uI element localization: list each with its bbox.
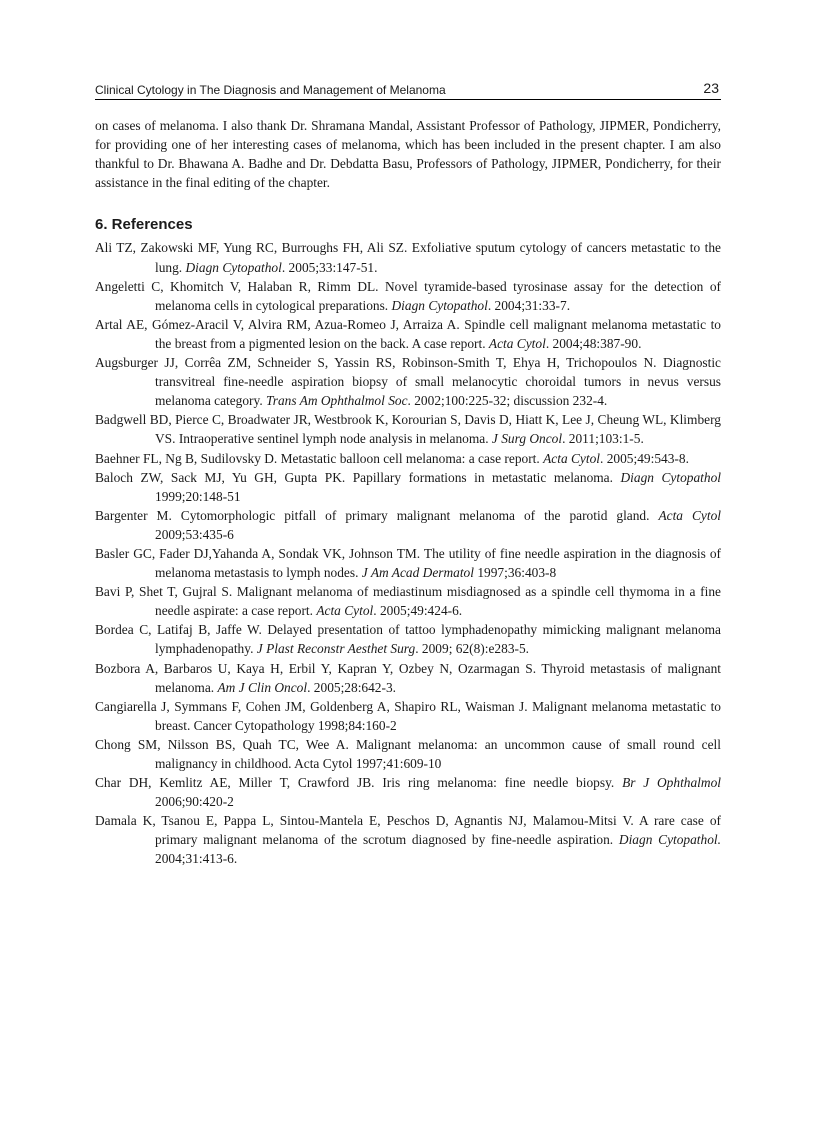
reference-journal: J Surg Oncol [491, 431, 563, 447]
reference-journal: Acta Cytol [488, 335, 546, 351]
reference-citation: . 2005;33:147-51. [281, 259, 378, 275]
reference-citation: . 2009; 62(8):e283-5. [415, 641, 530, 657]
reference-item [95, 277, 721, 315]
running-title: Clinical Cytology in The Diagnosis and Management of Melanoma [95, 83, 446, 97]
reference-item [95, 410, 721, 448]
reference-item [95, 659, 721, 697]
reference-authors-title: Bavi P, Shet T, Gujral S. Malignant melanoma of mediastinum misdiagnosed as a spindle cell thymoma in a fine needle aspirate: a case report. [95, 584, 721, 619]
reference-journal: Br J Ophthalmol [622, 775, 721, 791]
reference-authors-title: Bozbora A, Barbaros U, Kaya H, Erbil Y, Kapran Y, Ozbey N, Ozarmagan S. Thyroid metastasis of malignant melanoma. [95, 660, 721, 695]
reference-item [95, 620, 721, 658]
reference-authors-title: Bargenter M. Cytomorphologic pitfall of primary malignant melanoma of the parotid gland. [95, 507, 659, 523]
reference-authors-title: Baehner FL, Ng B, Sudilovsky D. Metastatic balloon cell melanoma: a case report. [95, 450, 544, 466]
reference-citation: . 2011;103:1-5. [562, 431, 644, 447]
reference-item [95, 468, 721, 506]
running-header [95, 79, 721, 100]
reference-journal: J Am Acad Dermatol [361, 565, 474, 581]
reference-journal: Diagn Cytopathol [620, 469, 721, 485]
reference-authors-title: Baloch ZW, Sack MJ, Yu GH, Gupta PK. Papillary formations in metastatic melanoma. [95, 469, 621, 485]
reference-authors-title: Badgwell BD, Pierce C, Broadwater JR, Westbrook K, Korourian S, Davis D, Hiatt K, Lee J, Cheung WL, Klimberg VS. Intraoperative sentinel lymph node analysis in melanoma. [95, 412, 721, 447]
reference-authors-title: Basler GC, Fader DJ,Yahanda A, Sondak VK, Johnson TM. The utility of fine needle aspiration in the diagnosis of melanoma metastasis to lymph nodes. [95, 545, 721, 581]
reference-item [95, 544, 721, 582]
reference-citation: . 2004;31:33-7. [487, 297, 571, 313]
reference-authors-title: Cangiarella J, Symmans F, Cohen JM, Goldenberg A, Shapiro RL, Waisman J. Malignant melanoma metastatic to breast. Cancer Cytopathology 1998;84:160-2 [95, 698, 721, 733]
reference-citation: 2006;90:420-2 [155, 794, 234, 810]
reference-journal: Diagn Cytopathol. [618, 832, 721, 848]
reference-citation: 2009;53:435-6 [155, 526, 234, 542]
reference-citation: . 2005;28:642-3. [307, 679, 397, 695]
reference-authors-title: Damala K, Tsanou E, Pappa L, Sintou-Mantela E, Peschos D, Agnantis NJ, Malamou-Mitsi V. A rare case of primary malignant melanoma of the scrotum diagnosed by fine-needle aspiration. [95, 813, 721, 848]
reference-journal: Acta Cytol [543, 450, 601, 466]
reference-item [95, 506, 721, 544]
reference-journal: Am J Clin Oncol [217, 679, 308, 695]
reference-authors-title: Augsburger JJ, Corrêa ZM, Schneider S, Yassin RS, Robinson-Smith T, Ehya H, Trichopoulos N. Diagnostic transvitreal fine-needle aspiration biopsy of small melanocytic choroidal tumors in nevus versus melanoma category. [95, 355, 721, 409]
reference-item [95, 735, 721, 773]
reference-authors-title: Chong SM, Nilsson BS, Quah TC, Wee A. Malignant melanoma: an uncommon cause of small round cell malignancy in childhood. Acta Cytol 1997;41:609-10 [95, 736, 721, 771]
reference-item [95, 449, 721, 468]
reference-authors-title: Artal AE, Gómez-Aracil V, Alvira RM, Azua-Romeo J, Arraiza A. Spindle cell malignant melanoma metastatic to the breast from a pigmented lesion on the back. A case report. [95, 316, 721, 351]
reference-citation: 1999;20:148-51 [155, 488, 241, 504]
reference-list [95, 238, 721, 868]
reference-citation: 2004;31:413-6. [155, 851, 238, 867]
reference-journal: Acta Cytol [658, 507, 721, 523]
reference-journal: Diagn Cytopathol [391, 297, 488, 313]
reference-journal: J Plast Reconstr Aesthet Surg [256, 641, 416, 657]
reference-citation: 1997;36:403-8 [473, 565, 557, 581]
reference-journal: Acta Cytol [316, 603, 374, 619]
reference-journal: Diagn Cytopathol [185, 259, 282, 275]
reference-citation: . 2004;48:387-90. [545, 335, 642, 351]
page-number: 23 [703, 80, 719, 96]
reference-authors-title: Char DH, Kemlitz AE, Miller T, Crawford JB. Iris ring melanoma: fine needle biopsy. [95, 775, 623, 791]
reference-authors-title: Ali TZ, Zakowski MF, Yung RC, Burroughs FH, Ali SZ. Exfoliative sputum cytology of cancers metastatic to the lung. [95, 240, 721, 275]
reference-item [95, 697, 721, 735]
reference-item [95, 353, 721, 410]
reference-citation: . 2005;49:424-6. [373, 603, 463, 619]
reference-item [95, 811, 721, 868]
reference-item [95, 582, 721, 620]
reference-citation: . 2005;49:543-8. [600, 450, 689, 466]
reference-authors-title: Angeletti C, Khomitch V, Halaban R, Rimm DL. Novel tyramide-based tyrosinase assay for the detection of melanoma cells in cytological preparations. [95, 278, 721, 313]
acknowledgement-paragraph: on cases of melanoma. I also thank Dr. Shramana Mandal, Assistant Professor of Pathology, JIPMER, Pondicherry, for providing one of her interesting cases of melanoma, which has been included in the present chapter. I am also thankful to Dr. Bhawana A. Badhe and Dr. Debdatta Basu, Professors of Pathology, JIPMER, Pondicherry, for their assistance in the final editing of the chapter. [95, 118, 721, 191]
reference-item [95, 315, 721, 353]
reference-authors-title: Bordea C, Latifaj B, Jaffe W. Delayed presentation of tattoo lymphadenopathy mimicking malignant melanoma lymphadenopathy. [95, 622, 721, 657]
reference-item [95, 773, 721, 811]
reference-item [95, 238, 721, 276]
section-heading: 6. References [95, 216, 193, 234]
main-content [95, 116, 721, 869]
reference-citation: . 2002;100:225-32; discussion 232-4. [407, 393, 608, 409]
reference-journal: Trans Am Ophthalmol Soc [266, 393, 408, 409]
